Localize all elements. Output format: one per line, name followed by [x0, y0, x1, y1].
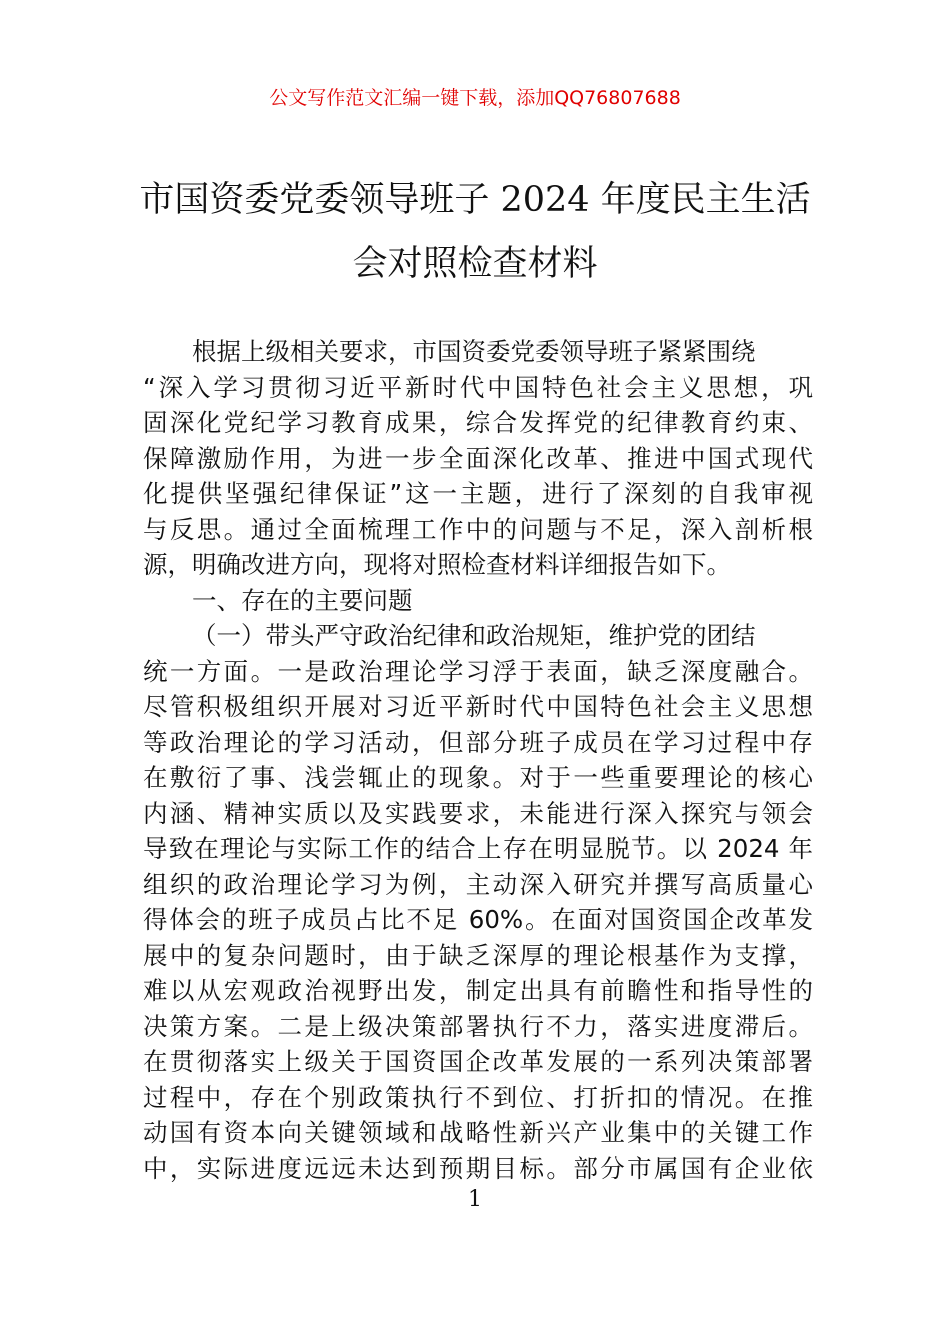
paragraph-line: （一）带头严守政治纪律和政治规矩，维护党的团结 [192, 621, 756, 650]
paragraph-line: 在敷衍了事、浅尝辄止的现象。对于一些重要理论的核心 [143, 763, 813, 792]
title-line: 市国资委党委领导班子 2024 年度民主生活 [139, 180, 811, 220]
paragraph-line: 组织的政治理论学习为例，主动深入研究并撰写高质量心 [143, 869, 813, 899]
paragraph-line: 统一方面。一是政治理论学习浮于表面，缺乏深度融合。 [143, 656, 813, 686]
paragraph-line: 决策方案。二是上级决策部署执行不力，落实进度滞后。 [143, 1011, 813, 1041]
paragraph-line: 等政治理论的学习活动，但部分班子成员在学习过程中存 [143, 727, 813, 757]
paragraph-line: 尽管积极组织开展对习近平新时代中国特色社会主义思想 [143, 692, 813, 721]
paragraph-line: 导致在理论与实际工作的结合上存在明显脱节。以 2024 年 [143, 834, 813, 863]
download-banner: 公文写作范文汇编一键下载，添加QQ76807688 [269, 87, 681, 109]
paragraph-line: 展中的复杂问题时，由于缺乏深厚的理论根基作为支撑， [143, 940, 813, 970]
paragraph-line: 难以从宏观政治视野出发，制定出具有前瞻性和指导性的 [143, 976, 813, 1005]
title-line: 会对照检查材料 [352, 244, 598, 284]
paragraph-line: 中，实际进度远远未达到预期目标。部分市属国有企业依 [143, 1153, 813, 1183]
paragraph-line: 固深化党纪学习教育成果，综合发挥党的纪律教育约束、 [143, 408, 813, 437]
paragraph-line: 内涵、精神实质以及实践要求，未能进行深入探究与领会 [143, 798, 813, 828]
paragraph-line: 源，明确改进方向，现将对照检查材料详细报告如下。 [143, 550, 731, 579]
paragraph-line: 在贯彻落实上级关于国资国企改革发展的一系列决策部署 [143, 1047, 813, 1076]
paragraph-line: 与反思。通过全面梳理工作中的问题与不足，深入剖析根 [143, 514, 813, 544]
document-title [120, 168, 830, 296]
paragraph-line: 动国有资本向关键领域和战略性新兴产业集中的关键工作 [143, 1118, 813, 1147]
paragraph-line: 化提供坚强纪律保证”这一主题，进行了深刻的自我审视 [143, 479, 813, 508]
paragraph-line: 保障激励作用，为进一步全面深化改革、推进中国式现代 [143, 443, 813, 473]
paragraph-line: 得体会的班子成员占比不足 60%。在面对国资国企改革发 [143, 905, 813, 934]
paragraph-line: 根据上级相关要求，市国资委党委领导班子紧紧围绕 [192, 337, 756, 366]
paragraph-line: “深入学习贯彻习近平新时代中国特色社会主义思想，巩 [143, 372, 813, 402]
page-number: 1 [468, 1187, 482, 1212]
document-body [143, 334, 813, 1186]
paragraph-line: 过程中，存在个别政策执行不到位、打折扣的情况。在推 [143, 1082, 813, 1112]
section-heading: 一、存在的主要问题 [192, 585, 413, 615]
